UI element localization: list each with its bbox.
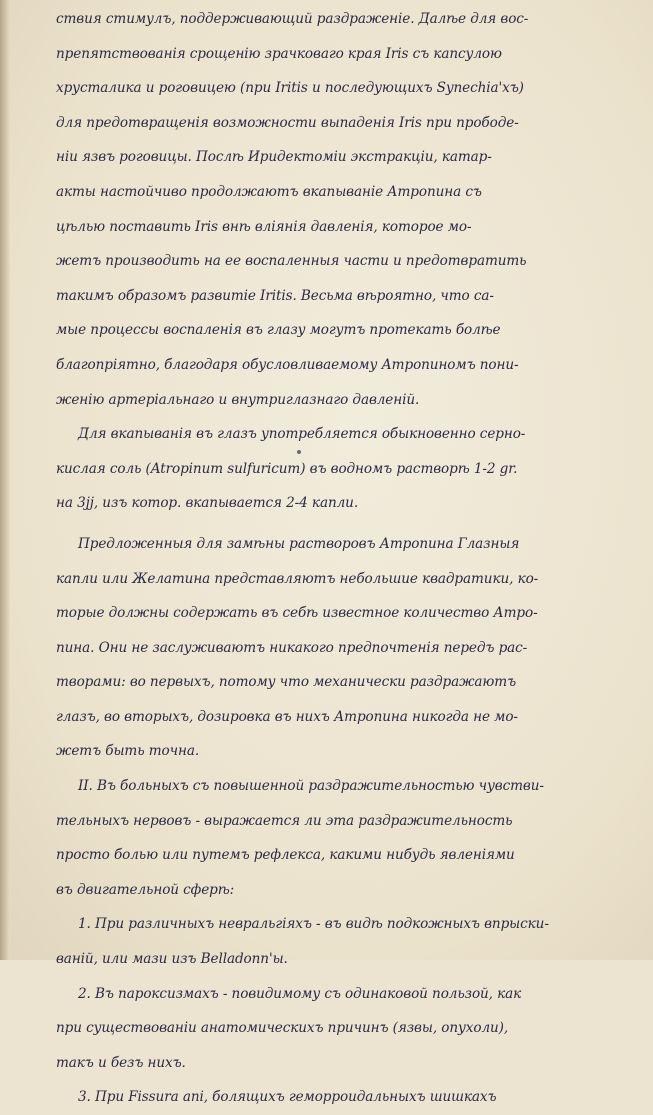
text-line: при существованіи анатомическихъ причинъ (язвы, опухоли),: [56, 1020, 509, 1037]
text-line: цѣлью поставить Iris внѣ вліянія давленія, которое мо-: [56, 218, 472, 235]
text-line: торые должны содержать въ себѣ известное количество Атро-: [56, 605, 538, 622]
text-line: мые процессы воспаленія въ глазу могутъ протекать болѣе: [56, 322, 501, 339]
paragraph-3: [56, 527, 635, 769]
text-line: ствия стимулъ, поддерживающий раздраженіе. Далѣе для вос-: [56, 11, 529, 27]
text-line: благопріятно, благодаря обусловливаемому Атропиномъ пони-: [56, 356, 519, 373]
ink-dot: [297, 450, 301, 454]
text-line: для предотвращенія возможности выпаденія Iris при прободе-: [56, 114, 519, 131]
text-line: 2. Въ пароксизмахъ - повидимому съ одинаковой пользой, как: [78, 985, 522, 1002]
text-line: 1. При различныхъ невральгіяхъ - въ видѣ подкожныхъ впрыски-: [78, 916, 549, 933]
text-line: нiи язвъ роговицы. Послѣ Иридектоміи экстракціи, катар-: [56, 149, 492, 166]
text-line: II. Въ больныхъ съ повышенной раздражительностью чувстви-: [78, 778, 544, 795]
text-line: Для вкапыванія въ глазъ употребляется обыкновенно серно-: [78, 426, 526, 443]
text-line: препятствованія срощенію зрачковаго края Iris съ капсулою: [56, 45, 502, 62]
book-gutter: [0, 0, 10, 960]
section-ii: [56, 769, 635, 907]
text-line: акты настойчиво продолжаютъ вкапываніе Атропина съ: [56, 183, 482, 200]
text-line: женію артеріальнаго и внутриглазнаго давленій.: [56, 391, 420, 408]
text-line: Предложенныя для замѣны растворовъ Атропина Глазныя: [78, 535, 520, 552]
paragraph-1: [56, 2, 635, 417]
text-line: кислая соль (Atropinum sulfuricum) въ водномъ растворѣ 1-2 gr.: [56, 460, 518, 477]
list-item-3: [56, 1080, 635, 1115]
list-item-1: [56, 907, 635, 976]
text-line: 3. При Fissura ani, болящихъ геморроидальныхъ шишкахъ: [78, 1089, 497, 1106]
text-line: пина. Они не заслуживаютъ никакого предпочтенія передъ рас-: [56, 639, 528, 656]
text-line: въ двигательной сферѣ:: [56, 881, 235, 898]
text-line: тельныхъ нервовъ - выражается ли эта раздражительность: [56, 812, 513, 829]
text-line: такъ и безъ нихъ.: [56, 1054, 186, 1071]
text-line: на 3jj, изъ котор. вкапывается 2-4 капли.: [56, 495, 359, 512]
text-line: глазъ, во вторыхъ, дозировка въ нихъ Атропина никогда не мо-: [56, 708, 518, 725]
text-line: ваній, или мази изъ Belladonn'ы.: [56, 951, 288, 968]
text-line: такимъ образомъ развитіе Iritis. Весьма вѣроятно, что са-: [56, 287, 494, 304]
list-item-2: [56, 977, 635, 1081]
text-line: хрусталика и роговицею (при Iritis и последующихъ Synechia'хъ): [56, 80, 524, 97]
text-line: творами: во первыхъ, потому что механически раздражаютъ: [56, 674, 517, 691]
text-line: капли или Желатина представляютъ небольшие квадратики, ко-: [56, 570, 539, 587]
text-line: жетъ производить на ее воспаленныя части и предотвратить: [56, 253, 527, 270]
paragraph-2: [56, 417, 635, 521]
text-line: просто болью или путемъ рефлекса, какими нибудь явленіями: [56, 847, 515, 864]
text-line: жетъ быть точна.: [56, 743, 200, 760]
